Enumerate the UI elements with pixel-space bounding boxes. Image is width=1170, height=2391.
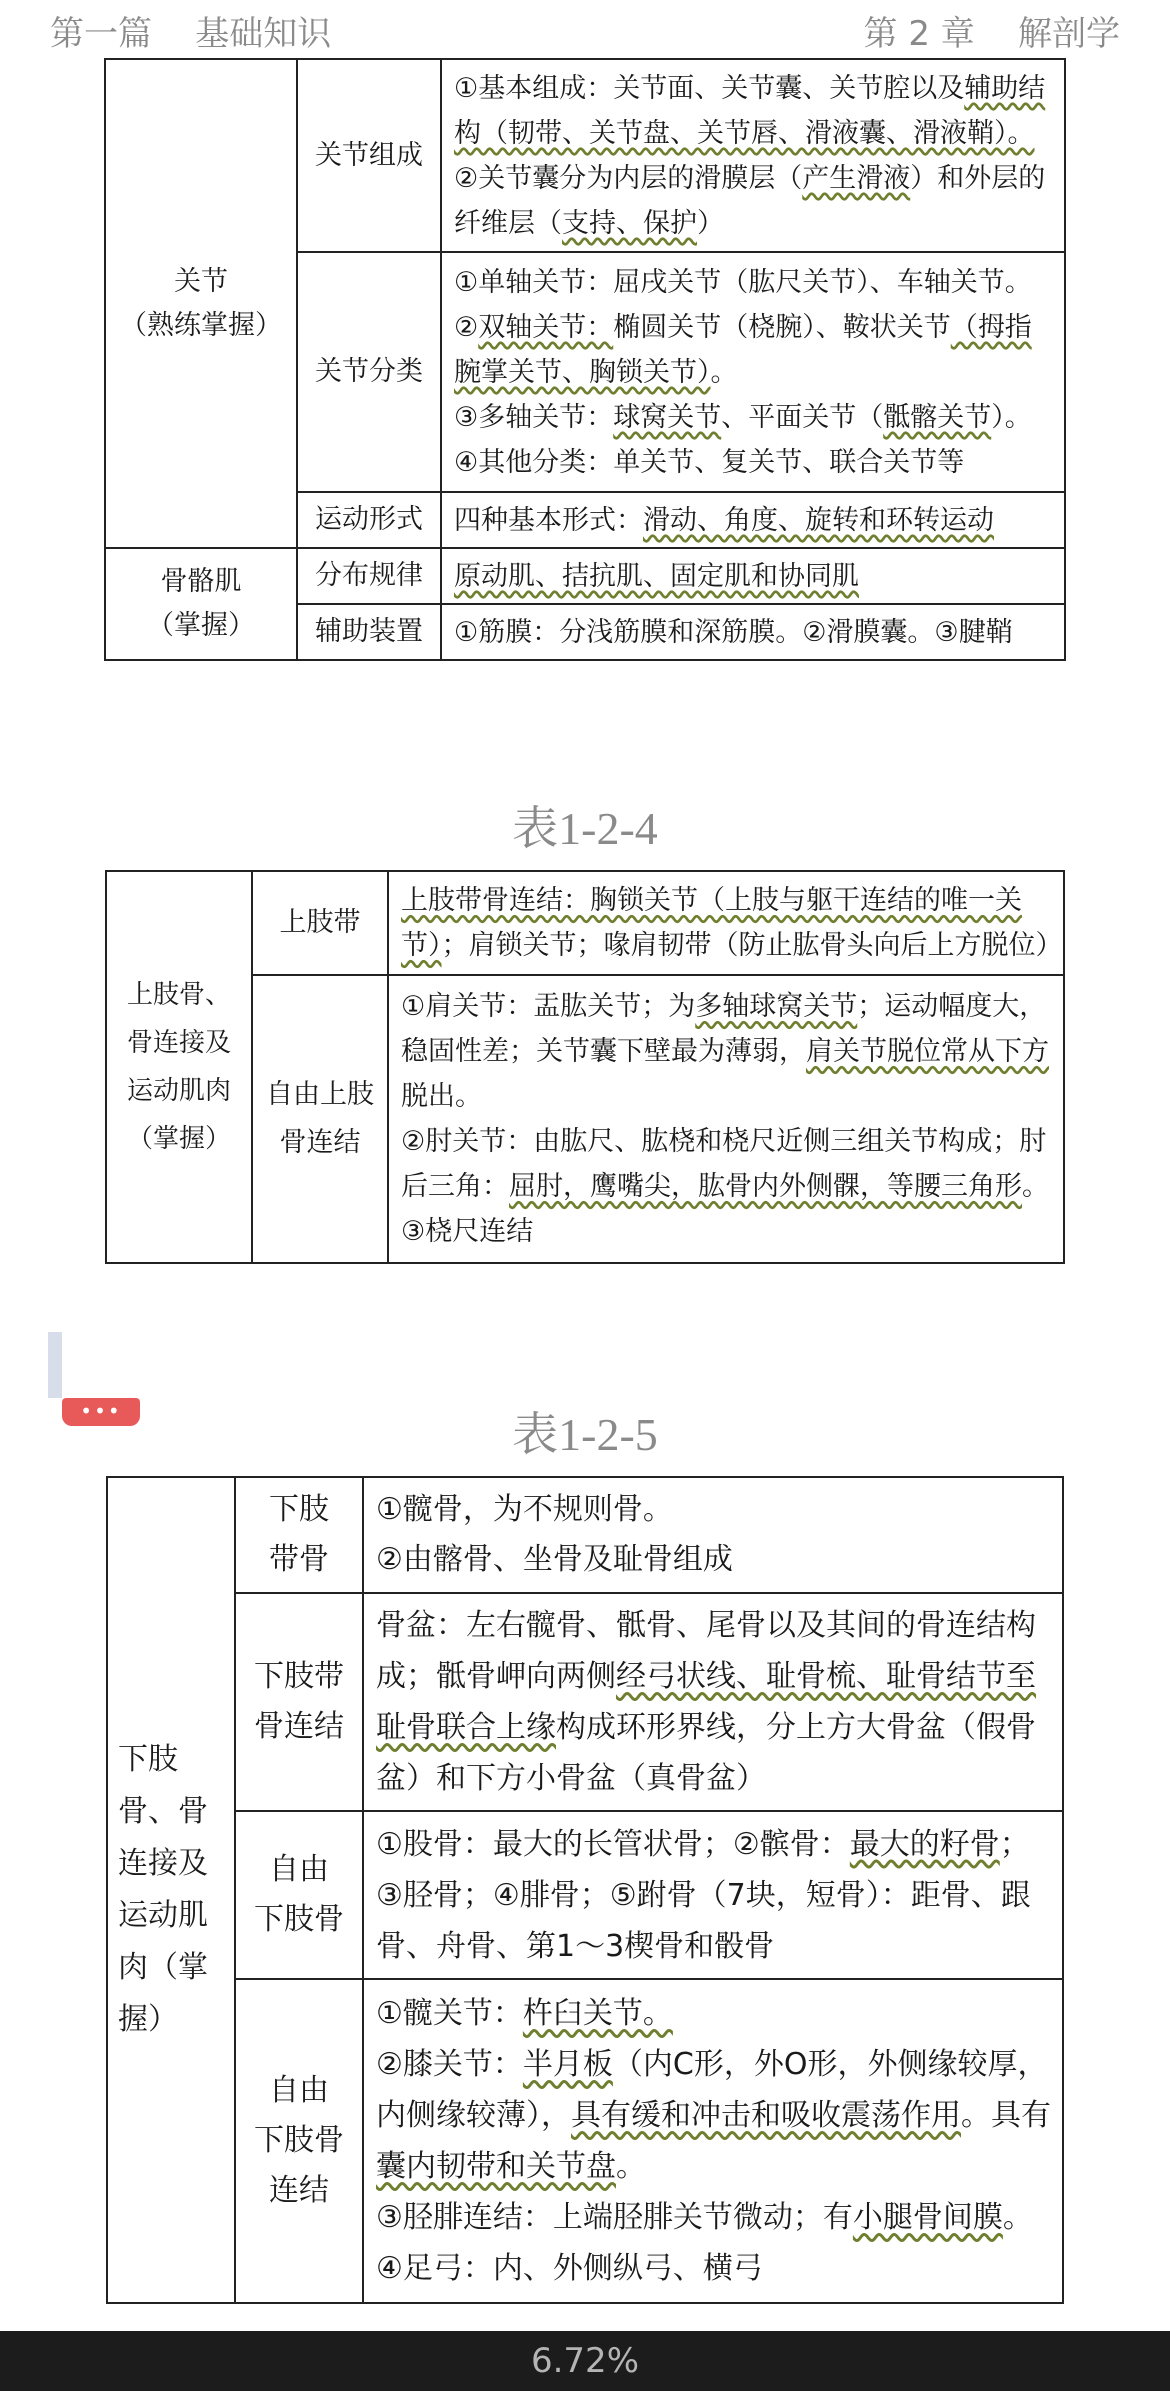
- table-row: [105, 548, 1065, 604]
- content-cell: [363, 1477, 1063, 1593]
- subcategory-cell: 运动形式: [297, 492, 441, 548]
- text-segment: 骨盆：左右髋骨、骶骨、尾骨以及其间的骨连结构成；骶骨岬向两侧: [376, 1608, 1036, 1694]
- text-segment: 脱出。: [401, 1081, 482, 1112]
- subcategory-cell: 自由上肢 骨连结: [252, 975, 388, 1263]
- content-cell: [388, 975, 1064, 1263]
- bookmark-marker[interactable]: [48, 1332, 62, 1398]
- content-cell: [441, 548, 1065, 604]
- category-cell: 关节 （熟练掌握）: [105, 59, 297, 548]
- content-cell: [441, 604, 1065, 660]
- table-caption: 表1-2-5: [512, 1409, 658, 1460]
- subcategory-cell: 下肢 带骨: [235, 1477, 363, 1593]
- content-cell: [363, 1811, 1063, 1979]
- text-segment: ①筋膜：分浅筋膜和深筋膜。②滑膜囊。③腱鞘: [454, 616, 1013, 648]
- content-cell: [441, 59, 1065, 252]
- reading-progress-text: 6.72%: [530, 2341, 639, 2381]
- subcategory-cell: 自由 下肢骨 连结: [235, 1979, 363, 2303]
- emphasized-text: 小腿骨间膜: [852, 2200, 1003, 2235]
- text-segment: 。: [710, 356, 738, 388]
- table-row: [107, 1811, 1063, 1979]
- table-caption: 表1-2-4: [512, 803, 658, 854]
- emphasized-text: 多轴球窝关节: [695, 991, 858, 1022]
- emphasized-text: 最大的籽骨: [849, 1826, 1000, 1862]
- table-row: [107, 1979, 1063, 2303]
- emphasized-text: 上肢带骨连结：胸锁关节（上肢与躯干连结的唯一关节）: [401, 885, 1022, 961]
- content-cell: [388, 871, 1064, 975]
- text-segment: ②肘关节：由肱尺、肱桡和桡尺近侧三组关节构成；肘后三角：: [401, 1126, 1047, 1202]
- emphasized-text: 产生滑液: [802, 162, 911, 194]
- subcategory-cell: 关节分类: [297, 252, 441, 492]
- emphasized-text: （拇指腕掌关节、胸锁关节）: [454, 311, 1032, 388]
- text-segment: ）和外层的纤维层（: [454, 162, 1046, 239]
- content-cell: [363, 1979, 1063, 2303]
- text-segment: 四种基本形式：: [454, 504, 643, 536]
- header-section-title: 第一篇 基础知识: [50, 14, 332, 54]
- text-segment: ；运动幅度大，稳固性差；关节囊下壁最为薄弱，: [401, 991, 1047, 1067]
- text-segment: 。: [1022, 1171, 1049, 1202]
- subcategory-cell: 关节组成: [297, 59, 441, 252]
- table-row: [106, 871, 1064, 975]
- more-options-button[interactable]: •••: [62, 1398, 140, 1426]
- emphasized-text: 经弓状线、耻骨梳、耻骨结节至耻骨联合上缘: [376, 1659, 1036, 1745]
- text-segment: 。: [616, 2149, 646, 2184]
- reading-progress-bar: [0, 2331, 1170, 2391]
- text-segment: ②关节囊分为内层的滑膜层（: [454, 162, 803, 194]
- text-segment: ①单轴关节：屈戌关节（肱尺关节）、车轴关节。: [454, 266, 1032, 298]
- text-segment: ①髋关节：: [376, 1996, 523, 2031]
- table-row: [107, 1593, 1063, 1811]
- emphasized-text: 屈肘，鹰嘴尖，肱骨内外侧髁，等腰三角形: [509, 1171, 1022, 1202]
- content-cell: [441, 252, 1065, 492]
- category-cell: 上肢骨、 骨连接及 运动肌肉 （掌握）: [106, 871, 252, 1263]
- upper-limb-table: [105, 870, 1065, 1264]
- lower-limb-table: [106, 1476, 1064, 2304]
- text-segment: ③桡尺连结: [401, 1216, 534, 1247]
- text-segment: ②膝关节：: [376, 2047, 523, 2082]
- text-segment: 构成环形界线，分上方大骨盆（假骨盆）和下方小骨盆（真骨盆）: [376, 1710, 1036, 1796]
- subcategory-cell: 辅助装置: [297, 604, 441, 660]
- text-segment: （内C形，外O形，外侧缘较厚，内侧缘较薄），: [376, 2047, 1048, 2133]
- emphasized-text: 辅助结构（韧带、关节盘、关节唇、滑液囊、滑液鞘）。: [454, 72, 1046, 149]
- text-segment: ③胫腓连结：上端胫腓关节微动；有: [376, 2200, 853, 2235]
- subcategory-cell: 下肢带 骨连结: [235, 1593, 363, 1811]
- emphasized-text: 囊内韧带和关节盘: [376, 2149, 616, 2184]
- emphasized-text: 支持、保护: [562, 207, 697, 239]
- text-segment: 、平面关节（: [721, 401, 884, 433]
- text-segment: ④足弓：内、外侧纵弓、横弓: [376, 2251, 763, 2286]
- subcategory-cell: 自由 下肢骨: [235, 1811, 363, 1979]
- text-segment: ；③胫骨；④腓骨；⑤跗骨（7块，短骨）：距骨、跟骨、舟骨、第1～3楔骨和骰骨: [376, 1826, 1031, 1964]
- emphasized-text: 具有缓和冲击和吸收震荡作用: [571, 2098, 961, 2133]
- table-row: [107, 1477, 1063, 1593]
- emphasized-text: 杵臼关节。: [522, 1996, 673, 2031]
- text-segment: ③多轴关节：: [454, 401, 614, 433]
- emphasized-text: 球窝关节: [613, 401, 722, 433]
- text-segment: ①髋骨，为不规则骨。: [376, 1492, 673, 1527]
- header-chapter-title: 第 2 章 解剖学: [863, 14, 1120, 54]
- text-segment: 。具有: [961, 2098, 1051, 2133]
- text-segment: ；肩锁关节；喙肩韧带（防止肱骨头向后上方脱位）: [441, 930, 1063, 961]
- text-segment: ）: [697, 207, 724, 239]
- joint-muscle-table: [104, 58, 1066, 661]
- text-segment: ①肩关节：盂肱关节；为: [401, 991, 696, 1022]
- text-segment: ①基本组成：关节面、关节囊、关节腔以及: [454, 72, 965, 104]
- text-segment: 。: [1002, 2200, 1033, 2235]
- text-segment: ）。: [991, 401, 1032, 433]
- text-segment: 椭圆关节（桡腕）、鞍状关节: [613, 311, 951, 343]
- text-segment: ①股骨：最大的长管状骨；②髌骨：: [376, 1826, 850, 1862]
- text-segment: ②由髂骨、坐骨及耻骨组成: [376, 1542, 733, 1577]
- subcategory-cell: 分布规律: [297, 548, 441, 604]
- emphasized-text: 肩关节脱位常从下方: [806, 1036, 1049, 1067]
- text-segment: ②: [454, 311, 479, 343]
- page-header: [0, 0, 1170, 60]
- subcategory-cell: 上肢带: [252, 871, 388, 975]
- category-cell: 骨骼肌 （掌握）: [105, 548, 297, 660]
- emphasized-text: 双轴关节：: [478, 311, 614, 343]
- emphasized-text: 原动肌、拮抗肌、固定肌和协同肌: [454, 560, 859, 592]
- emphasized-text: 半月板: [522, 2047, 613, 2082]
- content-cell: [363, 1593, 1063, 1811]
- emphasized-text: 滑动、角度、旋转和环转运动: [643, 504, 994, 536]
- table-row: [105, 59, 1065, 252]
- content-cell: [441, 492, 1065, 548]
- category-cell: 下肢 骨、骨 连接及 运动肌 肉（掌 握）: [107, 1477, 235, 2303]
- emphasized-text: 骶髂关节: [883, 401, 992, 433]
- text-segment: ④其他分类：单关节、复关节、联合关节等: [454, 446, 965, 478]
